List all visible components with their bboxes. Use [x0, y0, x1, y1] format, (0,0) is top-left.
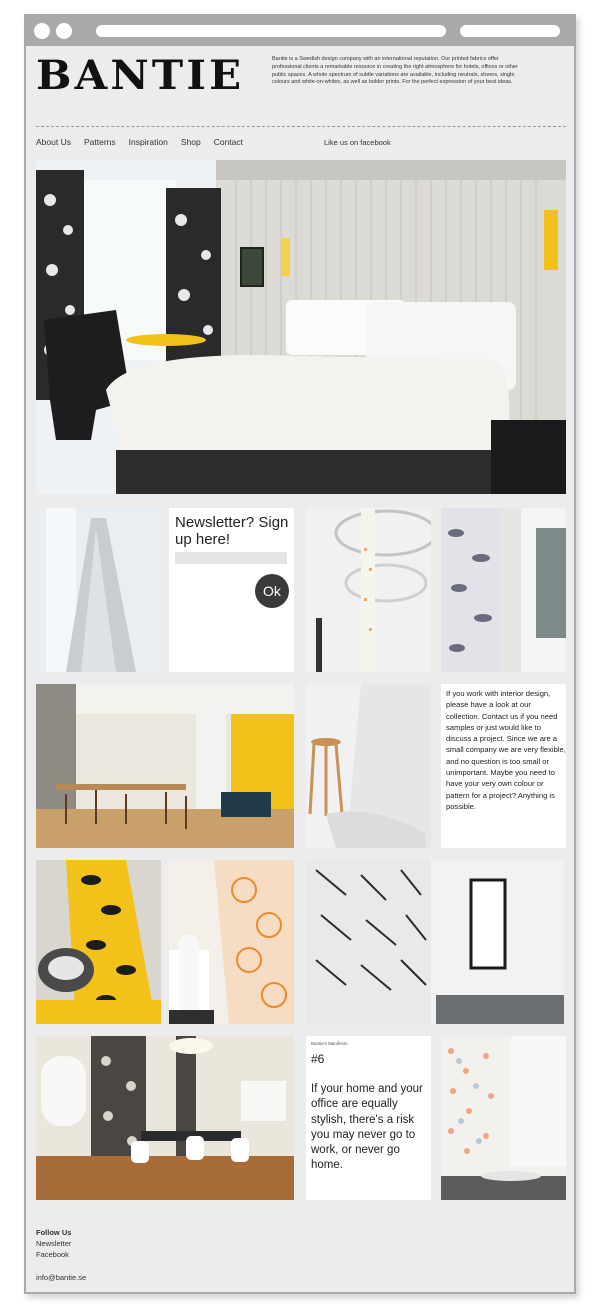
leaf-curtain-image	[441, 508, 566, 672]
fabric-photo-icon	[36, 508, 161, 672]
newsletter-title: Newsletter? Sign up here!	[175, 514, 289, 548]
nav-about-us[interactable]: About Us	[36, 137, 71, 147]
nav-patterns[interactable]: Patterns	[83, 137, 116, 147]
stairwell-photo-icon	[306, 508, 431, 672]
newsletter-ok-button[interactable]: Ok	[255, 574, 289, 608]
browser-window	[24, 14, 576, 1294]
hero-bedroom-image	[36, 160, 566, 494]
footer-facebook-link[interactable]: Facebook	[36, 1250, 69, 1259]
manifesto-card	[306, 1036, 431, 1200]
office-cafe-image	[36, 684, 294, 848]
newsletter-email-input[interactable]	[175, 552, 287, 564]
curtain-photo-icon	[441, 508, 566, 672]
yellow-pattern-fabric-image	[36, 860, 161, 1024]
interior-design-blurb	[441, 684, 566, 848]
nav-contact[interactable]: Contact	[213, 137, 243, 147]
window-button-minimize[interactable]	[56, 23, 72, 39]
newsletter-signup	[169, 508, 294, 672]
orange-fabric-photo-icon	[169, 860, 294, 1024]
meeting-room-image	[36, 1036, 294, 1200]
cafe-photo-icon	[36, 684, 294, 848]
browser-chrome	[26, 16, 574, 46]
interior-design-text: If you work with interior design, please have a look at our collection. Contact us if you need samples or just would like to discuss a project. Since we are a small company we are very flexible, and no question is too small or unimportant. Maybe you need to have your very own colour or pattern for a project? Anything is possible.	[446, 689, 566, 811]
dotted-curtain-photo-icon	[441, 1036, 566, 1200]
stool-photo-icon	[306, 684, 431, 848]
dotted-curtain-image	[441, 1036, 566, 1200]
footer-follow-heading: Follow Us	[36, 1228, 72, 1237]
manifesto-quote: If your home and your office are equally stylish, there's a risk you may never go to work, or never go home.	[311, 1083, 423, 1172]
manifesto-eyebrow: Bantie's Manifesto	[311, 1041, 348, 1046]
manifesto-number: #6	[311, 1052, 325, 1066]
stairwell-image	[306, 508, 431, 672]
main-nav	[36, 137, 243, 147]
orange-pattern-fabric-image	[169, 860, 294, 1024]
window-button-close[interactable]	[34, 23, 50, 39]
yellow-fabric-photo-icon	[36, 860, 161, 1024]
footer-email-link[interactable]: info@bantie.se	[36, 1273, 87, 1282]
logo[interactable]: BANTIE	[36, 52, 245, 99]
facebook-link[interactable]: Like us on facebook	[324, 138, 391, 147]
intro-text: Bantie is a Swedish design company with an international reputation. Our printed fabrics offer professional clients a remarkable resource in creating the right atmosphere for hotels, offices or other public spaces. A whole spectrum of subtle variations are available, including neutrals, sheers, single colours and white-on-whites, as well as bolder prints. For the perfect expression of your best ideas.	[272, 56, 518, 86]
footer-newsletter-link[interactable]: Newsletter	[36, 1239, 72, 1248]
fabric-drape-image	[36, 508, 161, 672]
geometric-curtain-photo-icon	[306, 860, 564, 1024]
address-bar[interactable]	[96, 25, 446, 37]
meeting-room-photo-icon	[36, 1036, 294, 1200]
nav-inspiration[interactable]: Inspiration	[128, 137, 168, 147]
bedroom-photo-icon	[36, 160, 566, 494]
divider	[36, 126, 566, 127]
geometric-curtain-image	[306, 860, 564, 1024]
search-bar[interactable]	[460, 25, 560, 37]
stool-fabric-image	[306, 684, 431, 848]
nav-shop[interactable]: Shop	[180, 137, 201, 147]
